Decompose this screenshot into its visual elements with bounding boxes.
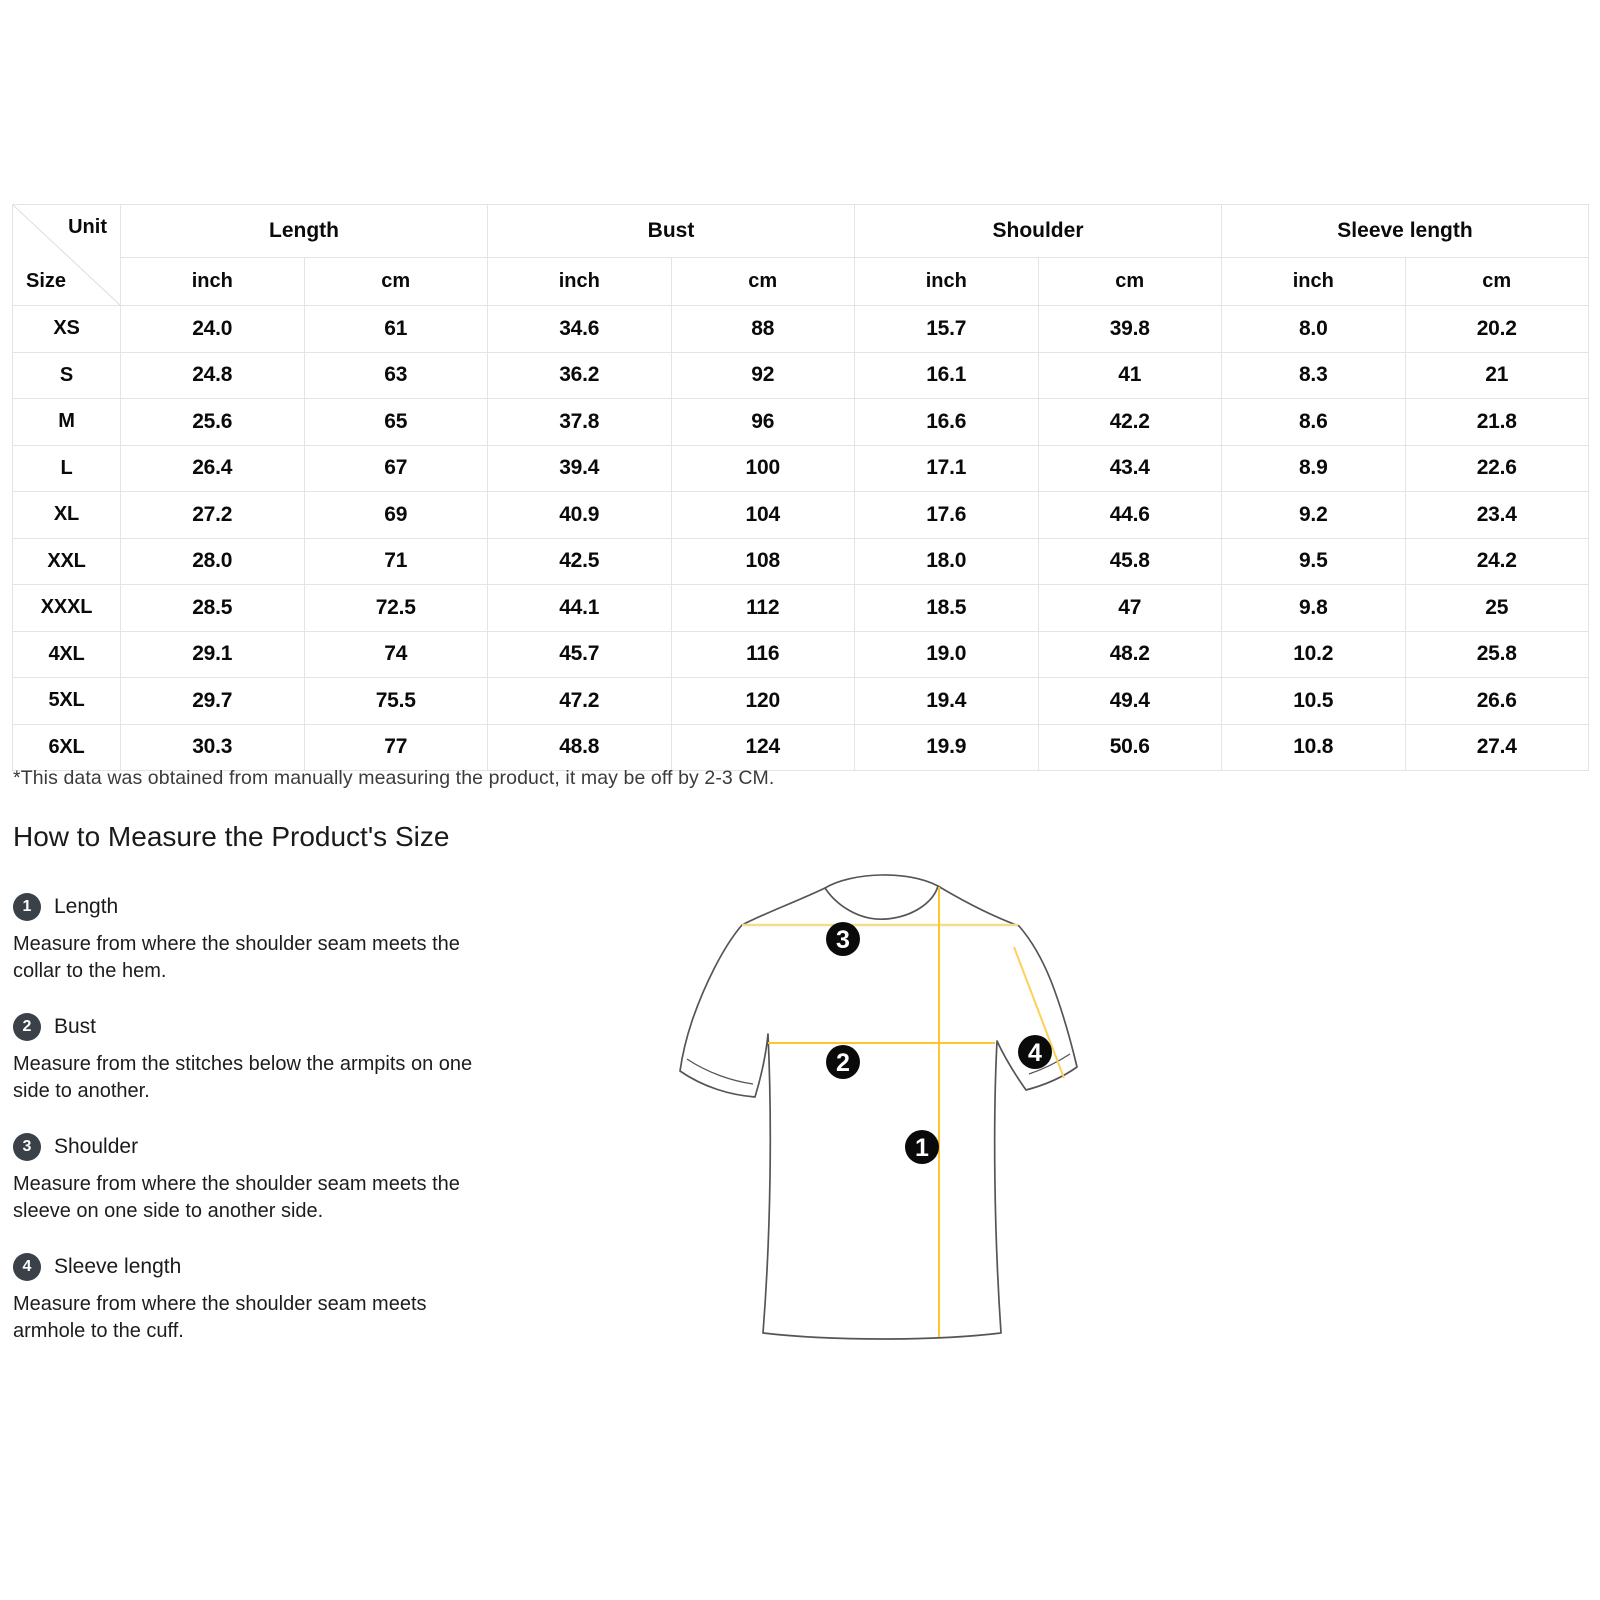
instruction-sleeve-length-header <box>13 1253 593 1281</box>
value-cell: 48.8 <box>488 724 672 771</box>
bust-cm-header: cm <box>671 258 855 306</box>
instruction-length-label: Length <box>54 895 119 918</box>
instruction-sleeve-length-description <box>13 1291 593 1345</box>
value-cell: 9.5 <box>1222 538 1406 585</box>
value-cell: 40.9 <box>488 492 672 539</box>
value-cell: 28.0 <box>121 538 305 585</box>
value-cell: 8.6 <box>1222 399 1406 446</box>
value-cell: 18.5 <box>855 585 1039 632</box>
diagram-badge-3 <box>826 922 860 956</box>
value-cell: 48.2 <box>1038 631 1222 678</box>
value-cell: 24.2 <box>1405 538 1589 585</box>
corner-unit-label: Unit <box>68 216 107 238</box>
instruction-bust-header <box>13 1013 593 1041</box>
value-cell: 23.4 <box>1405 492 1589 539</box>
instruction-shoulder-label: Shoulder <box>54 1135 139 1158</box>
value-cell: 69 <box>304 492 488 539</box>
value-cell: 27.4 <box>1405 724 1589 771</box>
diagram-badge-4 <box>1018 1035 1052 1069</box>
value-cell: 88 <box>671 306 855 353</box>
instruction-length-header <box>13 893 593 921</box>
shoulder-cm-header: cm <box>1038 258 1222 306</box>
sleeve-inch-header: inch <box>1222 258 1406 306</box>
value-cell: 96 <box>671 399 855 446</box>
instruction-bust-description <box>13 1051 593 1105</box>
value-cell: 108 <box>671 538 855 585</box>
value-cell: 44.1 <box>488 585 672 632</box>
value-cell: 27.2 <box>121 492 305 539</box>
table-row <box>13 538 1589 585</box>
instruction-shoulder-description <box>13 1171 593 1225</box>
desc-line: Measure from where the shoulder seam meets the <box>13 1173 460 1195</box>
table-row <box>13 724 1589 771</box>
column-group-bust: Bust <box>488 205 855 258</box>
value-cell: 10.2 <box>1222 631 1406 678</box>
value-cell: 29.7 <box>121 678 305 725</box>
value-cell: 19.9 <box>855 724 1039 771</box>
value-cell: 72.5 <box>304 585 488 632</box>
size-cell: XS <box>13 306 121 353</box>
instruction-shoulder-header <box>13 1133 593 1161</box>
diagram-badge-3-number: 3 <box>836 926 850 954</box>
value-cell: 112 <box>671 585 855 632</box>
value-cell: 49.4 <box>1038 678 1222 725</box>
instruction-length <box>13 893 593 985</box>
table-row <box>13 585 1589 632</box>
length-cm-header: cm <box>304 258 488 306</box>
value-cell: 24.0 <box>121 306 305 353</box>
value-cell: 21.8 <box>1405 399 1589 446</box>
size-cell: 4XL <box>13 631 121 678</box>
value-cell: 22.6 <box>1405 445 1589 492</box>
corner-size-label: Size <box>26 270 67 292</box>
value-cell: 10.8 <box>1222 724 1406 771</box>
diagram-badge-1 <box>905 1130 939 1164</box>
size-table-container <box>12 204 1589 771</box>
instruction-bust-label: Bust <box>54 1015 97 1038</box>
value-cell: 16.6 <box>855 399 1039 446</box>
size-cell: XXL <box>13 538 121 585</box>
value-cell: 20.2 <box>1405 306 1589 353</box>
sleeve-cm-header: cm <box>1405 258 1589 306</box>
size-table-body <box>13 306 1589 771</box>
value-cell: 16.1 <box>855 352 1039 399</box>
unit-size-corner-cell <box>13 205 121 306</box>
value-cell: 30.3 <box>121 724 305 771</box>
guide-heading: How to Measure the Product's Size <box>13 821 450 852</box>
value-cell: 24.8 <box>121 352 305 399</box>
value-cell: 41 <box>1038 352 1222 399</box>
value-cell: 25.6 <box>121 399 305 446</box>
value-cell: 36.2 <box>488 352 672 399</box>
instruction-shoulder <box>13 1133 593 1225</box>
value-cell: 8.9 <box>1222 445 1406 492</box>
value-cell: 34.6 <box>488 306 672 353</box>
size-cell: 5XL <box>13 678 121 725</box>
value-cell: 45.7 <box>488 631 672 678</box>
value-cell: 63 <box>304 352 488 399</box>
instruction-length-description <box>13 931 593 985</box>
value-cell: 15.7 <box>855 306 1039 353</box>
value-cell: 104 <box>671 492 855 539</box>
value-cell: 47.2 <box>488 678 672 725</box>
value-cell: 120 <box>671 678 855 725</box>
collar-back-line <box>825 875 938 888</box>
value-cell: 8.0 <box>1222 306 1406 353</box>
value-cell: 26.4 <box>121 445 305 492</box>
value-cell: 47 <box>1038 585 1222 632</box>
badge-1-icon: 1 <box>13 893 41 921</box>
size-cell: 6XL <box>13 724 121 771</box>
value-cell: 19.0 <box>855 631 1039 678</box>
value-cell: 19.4 <box>855 678 1039 725</box>
value-cell: 77 <box>304 724 488 771</box>
diagram-badge-1-number: 1 <box>915 1134 929 1162</box>
length-inch-header: inch <box>121 258 305 306</box>
instruction-bust <box>13 1013 593 1105</box>
table-header-unit-row <box>13 258 1589 306</box>
desc-line: sleeve on one side to another side. <box>13 1200 324 1222</box>
value-cell: 21 <box>1405 352 1589 399</box>
value-cell: 124 <box>671 724 855 771</box>
value-cell: 116 <box>671 631 855 678</box>
column-group-sleeve-length: Sleeve length <box>1222 205 1589 258</box>
size-cell: S <box>13 352 121 399</box>
value-cell: 18.0 <box>855 538 1039 585</box>
measure-instructions <box>13 893 593 1373</box>
value-cell: 45.8 <box>1038 538 1222 585</box>
table-row <box>13 445 1589 492</box>
value-cell: 9.2 <box>1222 492 1406 539</box>
value-cell: 43.4 <box>1038 445 1222 492</box>
value-cell: 39.4 <box>488 445 672 492</box>
diagram-badge-2-number: 2 <box>836 1049 850 1077</box>
instruction-sleeve-length-label: Sleeve length <box>54 1255 182 1278</box>
value-cell: 50.6 <box>1038 724 1222 771</box>
size-cell: M <box>13 399 121 446</box>
value-cell: 26.6 <box>1405 678 1589 725</box>
table-row <box>13 399 1589 446</box>
value-cell: 39.8 <box>1038 306 1222 353</box>
table-row <box>13 678 1589 725</box>
value-cell: 44.6 <box>1038 492 1222 539</box>
table-row <box>13 306 1589 353</box>
badge-3-icon: 3 <box>13 1133 41 1161</box>
value-cell: 67 <box>304 445 488 492</box>
value-cell: 75.5 <box>304 678 488 725</box>
measurement-disclaimer-note: *This data was obtained from manually measuring the product, it may be off by 2-3 CM. <box>13 767 775 789</box>
value-cell: 100 <box>671 445 855 492</box>
desc-line: Measure from where the shoulder seam meets the <box>13 933 460 955</box>
desc-line: side to another. <box>13 1080 150 1102</box>
shoulder-inch-header: inch <box>855 258 1039 306</box>
size-cell: XXXL <box>13 585 121 632</box>
badge-4-icon: 4 <box>13 1253 41 1281</box>
value-cell: 17.6 <box>855 492 1039 539</box>
desc-line: collar to the hem. <box>13 960 167 982</box>
tshirt-measure-diagram <box>640 850 1100 1360</box>
desc-line: armhole to the cuff. <box>13 1320 184 1342</box>
table-header-group-row <box>13 205 1589 258</box>
table-row <box>13 631 1589 678</box>
diagram-badge-2 <box>826 1045 860 1079</box>
value-cell: 74 <box>304 631 488 678</box>
value-cell: 10.5 <box>1222 678 1406 725</box>
value-cell: 71 <box>304 538 488 585</box>
size-cell: XL <box>13 492 121 539</box>
value-cell: 42.2 <box>1038 399 1222 446</box>
value-cell: 28.5 <box>121 585 305 632</box>
value-cell: 92 <box>671 352 855 399</box>
value-cell: 65 <box>304 399 488 446</box>
value-cell: 9.8 <box>1222 585 1406 632</box>
value-cell: 42.5 <box>488 538 672 585</box>
value-cell: 17.1 <box>855 445 1039 492</box>
diagram-badge-4-number: 4 <box>1028 1039 1042 1067</box>
value-cell: 61 <box>304 306 488 353</box>
column-group-shoulder: Shoulder <box>855 205 1222 258</box>
size-table <box>12 204 1589 771</box>
value-cell: 37.8 <box>488 399 672 446</box>
bust-inch-header: inch <box>488 258 672 306</box>
table-row <box>13 492 1589 539</box>
size-cell: L <box>13 445 121 492</box>
instruction-sleeve-length <box>13 1253 593 1345</box>
value-cell: 25.8 <box>1405 631 1589 678</box>
desc-line: Measure from the stitches below the armpits on one <box>13 1053 473 1075</box>
desc-line: Measure from where the shoulder seam meets <box>13 1293 427 1315</box>
value-cell: 29.1 <box>121 631 305 678</box>
badge-2-icon: 2 <box>13 1013 41 1041</box>
value-cell: 25 <box>1405 585 1589 632</box>
table-row <box>13 352 1589 399</box>
column-group-length: Length <box>121 205 488 258</box>
value-cell: 8.3 <box>1222 352 1406 399</box>
